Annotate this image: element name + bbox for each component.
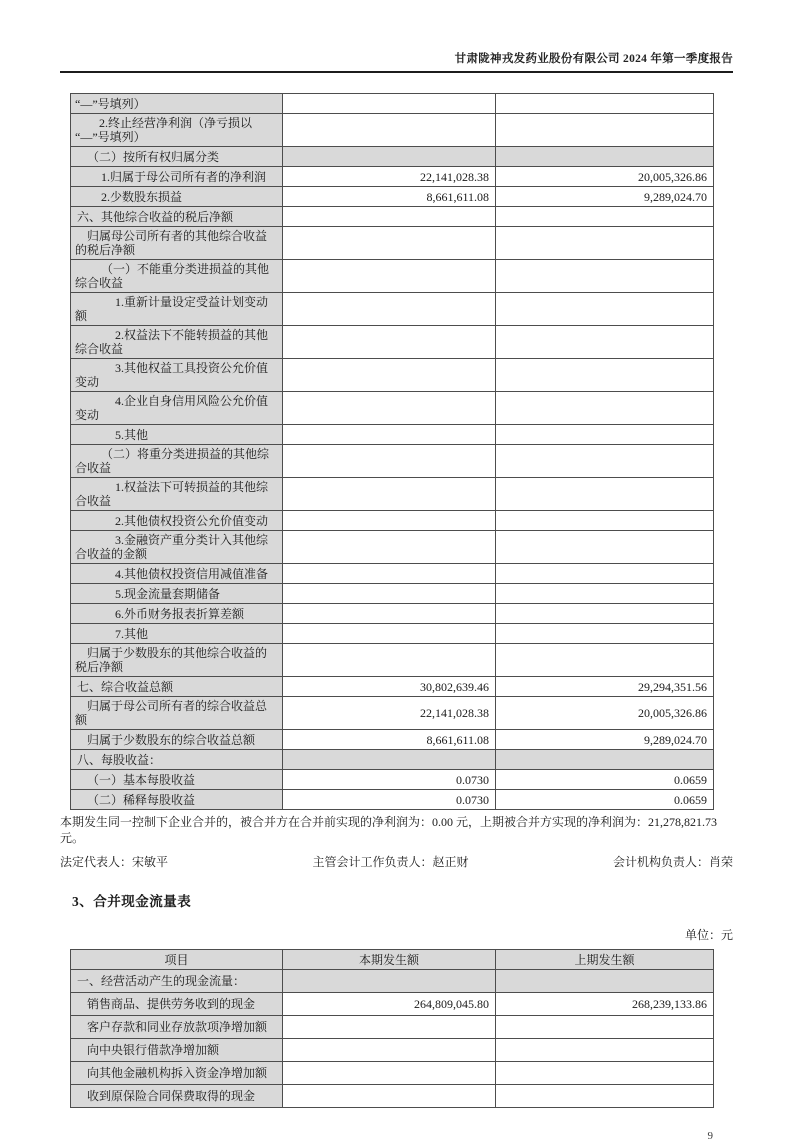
table-row <box>71 114 714 147</box>
table-row <box>71 970 714 993</box>
table-row <box>71 392 714 425</box>
table-row <box>71 624 714 644</box>
row-value-current <box>283 1016 496 1039</box>
row-label: 八、每股收益： <box>71 750 283 770</box>
row-label: 收到原保险合同保费取得的现金 <box>71 1085 283 1108</box>
signatories-row <box>60 853 733 870</box>
row-value-current <box>283 1085 496 1108</box>
row-label: 6.外币财务报表折算差额 <box>71 604 283 624</box>
income-table-body <box>71 94 714 810</box>
row-value-prior: 268,239,133.86 <box>496 993 714 1016</box>
table-row <box>71 425 714 445</box>
row-value-prior: 0.0659 <box>496 790 714 810</box>
table-row <box>71 293 714 326</box>
row-value-prior <box>496 445 714 478</box>
row-value-current <box>283 511 496 531</box>
row-value-current: 0.0730 <box>283 770 496 790</box>
row-label: 5.现金流量套期储备 <box>71 584 283 604</box>
table-row <box>71 260 714 293</box>
row-value-prior <box>496 604 714 624</box>
row-label: 3.金融资产重分类计入其他综 合收益的金额 <box>71 531 283 564</box>
table-row <box>71 326 714 359</box>
row-value-current <box>283 604 496 624</box>
row-value-prior <box>496 1016 714 1039</box>
row-label: 归属于母公司所有者的综合收益总 额 <box>71 697 283 730</box>
table-row <box>71 993 714 1016</box>
row-value-prior <box>496 511 714 531</box>
income-statement-table <box>70 93 714 810</box>
row-value-prior: 9,289,024.70 <box>496 187 714 207</box>
row-label: （一）基本每股收益 <box>71 770 283 790</box>
row-value-prior <box>496 293 714 326</box>
row-value-prior <box>496 1039 714 1062</box>
row-value-prior: 20,005,326.86 <box>496 697 714 730</box>
table-row <box>71 187 714 207</box>
row-label: 归属母公司所有者的其他综合收益 的税后净额 <box>71 227 283 260</box>
row-value-current <box>283 531 496 564</box>
row-value-prior <box>496 478 714 511</box>
table-row <box>71 207 714 227</box>
row-value-current <box>283 392 496 425</box>
row-value-prior <box>496 207 714 227</box>
row-value-current <box>283 425 496 445</box>
doc-header-title: 甘肃陇神戎发药业股份有限公司 2024 年第一季度报告 <box>454 53 733 65</box>
column-header-prior-period: 上期发生额 <box>496 950 714 970</box>
table-row <box>71 531 714 564</box>
row-value-prior <box>496 970 714 993</box>
row-label: 4.企业自身信用风险公允价值 变动 <box>71 392 283 425</box>
row-value-current <box>283 1039 496 1062</box>
table-row <box>71 511 714 531</box>
row-value-current <box>283 750 496 770</box>
row-label: 1.权益法下可转损益的其他综 合收益 <box>71 478 283 511</box>
row-label: 七、综合收益总额 <box>71 677 283 697</box>
row-value-prior <box>496 94 714 114</box>
row-value-prior <box>496 260 714 293</box>
row-value-prior <box>496 392 714 425</box>
row-value-current <box>283 260 496 293</box>
accounting-dept-head: 会计机构负责人：肖荣 <box>612 855 733 869</box>
row-value-prior <box>496 531 714 564</box>
row-value-current: 22,141,028.38 <box>283 167 496 187</box>
table-row <box>71 584 714 604</box>
row-value-current <box>283 584 496 604</box>
row-label: （二）按所有权归属分类 <box>71 147 283 167</box>
table-row <box>71 1085 714 1108</box>
table-row <box>71 604 714 624</box>
row-value-prior: 9,289,024.70 <box>496 730 714 750</box>
row-value-prior <box>496 1085 714 1108</box>
row-value-current <box>283 293 496 326</box>
table-row <box>71 644 714 677</box>
row-value-current <box>283 644 496 677</box>
table-row <box>71 790 714 810</box>
row-value-prior <box>496 1062 714 1085</box>
table-row <box>71 1039 714 1062</box>
column-header-current-period: 本期发生额 <box>283 950 496 970</box>
row-value-prior <box>496 359 714 392</box>
table-row <box>71 1016 714 1039</box>
row-label: 5.其他 <box>71 425 283 445</box>
row-value-current: 22,141,028.38 <box>283 697 496 730</box>
row-value-current <box>283 445 496 478</box>
table-row <box>71 750 714 770</box>
row-label: 2.少数股东损益 <box>71 187 283 207</box>
table-row <box>71 147 714 167</box>
row-value-current <box>283 94 496 114</box>
legal-representative: 法定代表人：宋敏平 <box>60 855 169 869</box>
row-value-current <box>283 1062 496 1085</box>
row-label: 3.其他权益工具投资公允价值 变动 <box>71 359 283 392</box>
table-row <box>71 359 714 392</box>
row-value-prior <box>496 227 714 260</box>
row-value-prior <box>496 584 714 604</box>
row-value-current: 264,809,045.80 <box>283 993 496 1016</box>
table-row <box>71 677 714 697</box>
row-label: 2.其他债权投资公允价值变动 <box>71 511 283 531</box>
row-value-current: 30,802,639.46 <box>283 677 496 697</box>
merger-note: 本期发生同一控制下企业合并的，被合并方在合并前实现的净利润为：0.00 元，上期被合并方实现的净利润为：21,278,821.73 元。 <box>60 815 718 845</box>
row-label: 向中央银行借款净增加额 <box>71 1039 283 1062</box>
row-label: 归属于少数股东的综合收益总额 <box>71 730 283 750</box>
table-row <box>71 730 714 750</box>
page-number: 9 <box>707 1130 713 1142</box>
row-value-current <box>283 359 496 392</box>
row-value-current <box>283 207 496 227</box>
row-value-prior <box>496 147 714 167</box>
row-value-current: 8,661,611.08 <box>283 730 496 750</box>
row-value-current <box>283 326 496 359</box>
row-label: 销售商品、提供劳务收到的现金 <box>71 993 283 1016</box>
row-label: （二）将重分类进损益的其他综 合收益 <box>71 445 283 478</box>
row-value-prior <box>496 114 714 147</box>
row-value-current <box>283 147 496 167</box>
row-value-current <box>283 970 496 993</box>
row-label: 一、经营活动产生的现金流量： <box>71 970 283 993</box>
table-row <box>71 478 714 511</box>
row-value-current: 0.0730 <box>283 790 496 810</box>
table-row <box>71 1062 714 1085</box>
row-value-current <box>283 227 496 260</box>
row-label: 1.重新计量设定受益计划变动 额 <box>71 293 283 326</box>
row-value-current <box>283 478 496 511</box>
row-label: 1.归属于母公司所有者的净利润 <box>71 167 283 187</box>
header-rule <box>60 71 733 73</box>
section-title-cashflow: 3、合并现金流量表 <box>72 894 192 909</box>
row-value-prior <box>496 644 714 677</box>
table-row <box>71 697 714 730</box>
cashflow-header-row <box>71 950 714 970</box>
row-label: 归属于少数股东的其他综合收益的 税后净额 <box>71 644 283 677</box>
row-label: （一）不能重分类进损益的其他 综合收益 <box>71 260 283 293</box>
row-value-prior <box>496 750 714 770</box>
row-label: 向其他金融机构拆入资金净增加额 <box>71 1062 283 1085</box>
row-value-current <box>283 114 496 147</box>
unit-label: 单位：元 <box>684 928 733 942</box>
row-value-prior <box>496 564 714 584</box>
row-value-current <box>283 624 496 644</box>
row-value-prior: 20,005,326.86 <box>496 167 714 187</box>
table-row <box>71 227 714 260</box>
chief-accountant: 主管会计工作负责人：赵正财 <box>312 855 469 869</box>
table-row <box>71 770 714 790</box>
row-value-current <box>283 564 496 584</box>
cashflow-statement-table <box>70 949 714 1108</box>
row-label: 2.终止经营净利润（净亏损以 “—”号填列） <box>71 114 283 147</box>
cashflow-table-body <box>71 970 714 1108</box>
row-label: 4.其他债权投资信用减值准备 <box>71 564 283 584</box>
row-value-current: 8,661,611.08 <box>283 187 496 207</box>
table-row <box>71 94 714 114</box>
row-label: 六、其他综合收益的税后净额 <box>71 207 283 227</box>
row-value-prior: 0.0659 <box>496 770 714 790</box>
row-value-prior <box>496 326 714 359</box>
table-row <box>71 445 714 478</box>
row-value-prior <box>496 624 714 644</box>
table-row <box>71 564 714 584</box>
row-label: 客户存款和同业存放款项净增加额 <box>71 1016 283 1039</box>
column-header-item: 项目 <box>71 950 283 970</box>
row-label: “—”号填列） <box>71 94 283 114</box>
row-label: （二）稀释每股收益 <box>71 790 283 810</box>
row-value-prior: 29,294,351.56 <box>496 677 714 697</box>
table-row <box>71 167 714 187</box>
row-label: 2.权益法下不能转损益的其他 综合收益 <box>71 326 283 359</box>
row-label: 7.其他 <box>71 624 283 644</box>
row-value-prior <box>496 425 714 445</box>
